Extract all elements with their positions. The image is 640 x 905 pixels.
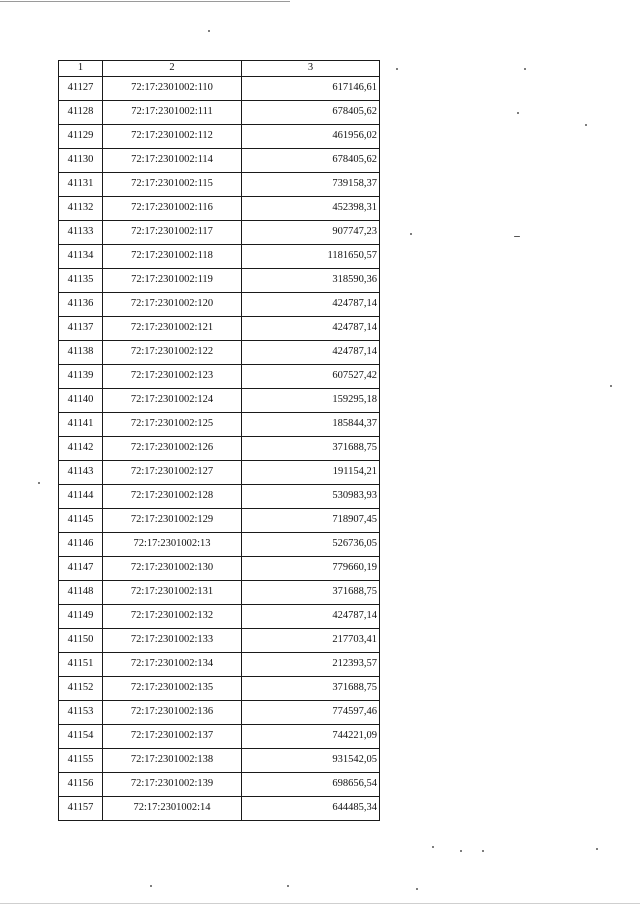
cadastral-value-cell: 371688,75	[242, 677, 380, 701]
cadastral-value-cell: 644485,34	[242, 797, 380, 821]
scan-speck	[410, 233, 412, 235]
cadastral-number-cell: 72:17:2301002:111	[103, 101, 242, 125]
row-number-cell: 41147	[59, 557, 103, 581]
cadastral-value-cell: 931542,05	[242, 749, 380, 773]
cadastral-value-cell: 718907,45	[242, 509, 380, 533]
row-number-cell: 41138	[59, 341, 103, 365]
table-row	[59, 101, 380, 125]
cadastral-number-cell: 72:17:2301002:131	[103, 581, 242, 605]
cadastral-value-cell: 1181650,57	[242, 245, 380, 269]
scan-speck	[396, 68, 398, 70]
scan-speck	[596, 848, 598, 850]
cadastral-number-cell: 72:17:2301002:13	[103, 533, 242, 557]
cadastral-number-cell: 72:17:2301002:124	[103, 389, 242, 413]
cadastral-number-cell: 72:17:2301002:114	[103, 149, 242, 173]
cadastral-number-cell: 72:17:2301002:117	[103, 221, 242, 245]
row-number-cell: 41130	[59, 149, 103, 173]
table-row	[59, 677, 380, 701]
cadastral-value-cell: 907747,23	[242, 221, 380, 245]
scan-speck	[432, 846, 434, 848]
scan-speck	[517, 112, 519, 114]
cadastral-value-cell: 530983,93	[242, 485, 380, 509]
row-number-cell: 41157	[59, 797, 103, 821]
row-number-cell: 41155	[59, 749, 103, 773]
cadastral-number-cell: 72:17:2301002:133	[103, 629, 242, 653]
cadastral-value-cell: 774597,46	[242, 701, 380, 725]
cadastral-number-cell: 72:17:2301002:121	[103, 317, 242, 341]
cadastral-value-cell: 461956,02	[242, 125, 380, 149]
cadastral-number-cell: 72:17:2301002:135	[103, 677, 242, 701]
row-number-cell: 41132	[59, 197, 103, 221]
row-number-cell: 41148	[59, 581, 103, 605]
cadastral-number-cell: 72:17:2301002:126	[103, 437, 242, 461]
cadastral-number-cell: 72:17:2301002:139	[103, 773, 242, 797]
row-number-cell: 41151	[59, 653, 103, 677]
scan-speck	[38, 482, 40, 484]
cadastral-number-cell: 72:17:2301002:119	[103, 269, 242, 293]
scan-speck	[482, 850, 484, 852]
cadastral-value-cell: 424787,14	[242, 341, 380, 365]
scan-edge-line	[0, 903, 640, 904]
table-row	[59, 149, 380, 173]
cadastral-value-cell: 739158,37	[242, 173, 380, 197]
scan-edge-line	[0, 1, 290, 2]
table-row	[59, 173, 380, 197]
table-row	[59, 317, 380, 341]
cadastral-number-cell: 72:17:2301002:116	[103, 197, 242, 221]
cadastral-number-cell: 72:17:2301002:123	[103, 365, 242, 389]
scan-speck	[585, 124, 587, 126]
cadastral-number-cell: 72:17:2301002:122	[103, 341, 242, 365]
cadastral-number-cell: 72:17:2301002:128	[103, 485, 242, 509]
cadastral-value-cell: 779660,19	[242, 557, 380, 581]
cadastral-value-cell: 217703,41	[242, 629, 380, 653]
row-number-cell: 41129	[59, 125, 103, 149]
table-row	[59, 389, 380, 413]
cadastral-value-cell: 526736,05	[242, 533, 380, 557]
row-number-cell: 41135	[59, 269, 103, 293]
cadastral-number-cell: 72:17:2301002:130	[103, 557, 242, 581]
cadastral-number-cell: 72:17:2301002:14	[103, 797, 242, 821]
cadastral-number-cell: 72:17:2301002:129	[103, 509, 242, 533]
cadastral-number-cell: 72:17:2301002:127	[103, 461, 242, 485]
cadastral-number-cell: 72:17:2301002:125	[103, 413, 242, 437]
cadastral-value-cell: 452398,31	[242, 197, 380, 221]
scan-speck	[610, 385, 612, 387]
table-row	[59, 557, 380, 581]
table-row	[59, 437, 380, 461]
row-number-cell: 41128	[59, 101, 103, 125]
scan-speck	[208, 30, 210, 32]
row-number-cell: 41144	[59, 485, 103, 509]
table-row	[59, 485, 380, 509]
row-number-cell: 41136	[59, 293, 103, 317]
cadastral-value-cell: 617146,61	[242, 77, 380, 101]
table-row	[59, 725, 380, 749]
table-row	[59, 77, 380, 101]
table-row	[59, 749, 380, 773]
cadastral-number-cell: 72:17:2301002:136	[103, 701, 242, 725]
table-row	[59, 701, 380, 725]
column-header-1: 1	[59, 61, 103, 77]
cadastral-value-cell: 744221,09	[242, 725, 380, 749]
cadastral-value-table	[58, 60, 380, 821]
row-number-cell: 41139	[59, 365, 103, 389]
cadastral-value-cell: 212393,57	[242, 653, 380, 677]
cadastral-value-cell: 185844,37	[242, 413, 380, 437]
cadastral-number-cell: 72:17:2301002:137	[103, 725, 242, 749]
scan-speck	[287, 885, 289, 887]
scan-speck	[416, 888, 418, 890]
cadastral-number-cell: 72:17:2301002:112	[103, 125, 242, 149]
cadastral-number-cell: 72:17:2301002:134	[103, 653, 242, 677]
table-header-row	[59, 61, 380, 77]
row-number-cell: 41145	[59, 509, 103, 533]
row-number-cell: 41150	[59, 629, 103, 653]
cadastral-value-cell: 698656,54	[242, 773, 380, 797]
table-row	[59, 197, 380, 221]
cadastral-number-cell: 72:17:2301002:118	[103, 245, 242, 269]
cadastral-value-cell: 678405,62	[242, 101, 380, 125]
table-row	[59, 797, 380, 821]
table-row	[59, 461, 380, 485]
table-row	[59, 533, 380, 557]
row-number-cell: 41134	[59, 245, 103, 269]
row-number-cell: 41143	[59, 461, 103, 485]
cadastral-value-cell: 424787,14	[242, 317, 380, 341]
cadastral-value-cell: 159295,18	[242, 389, 380, 413]
cadastral-number-cell: 72:17:2301002:115	[103, 173, 242, 197]
cadastral-value-cell: 607527,42	[242, 365, 380, 389]
table-row	[59, 365, 380, 389]
row-number-cell: 41131	[59, 173, 103, 197]
row-number-cell: 41137	[59, 317, 103, 341]
row-number-cell: 41153	[59, 701, 103, 725]
row-number-cell: 41141	[59, 413, 103, 437]
table-row	[59, 413, 380, 437]
table-row	[59, 653, 380, 677]
scan-speck	[524, 68, 526, 70]
row-number-cell: 41142	[59, 437, 103, 461]
table-row	[59, 221, 380, 245]
row-number-cell: 41127	[59, 77, 103, 101]
row-number-cell: 41154	[59, 725, 103, 749]
table-row	[59, 269, 380, 293]
table-row	[59, 581, 380, 605]
row-number-cell: 41140	[59, 389, 103, 413]
table-row	[59, 605, 380, 629]
table-row	[59, 245, 380, 269]
cadastral-value-cell: 424787,14	[242, 605, 380, 629]
row-number-cell: 41152	[59, 677, 103, 701]
scan-speck	[514, 236, 520, 237]
table-row	[59, 293, 380, 317]
scan-speck	[460, 850, 462, 852]
cadastral-value-cell: 191154,21	[242, 461, 380, 485]
column-header-3: 3	[242, 61, 380, 77]
cadastral-number-cell: 72:17:2301002:132	[103, 605, 242, 629]
scan-speck	[150, 885, 152, 887]
column-header-2: 2	[103, 61, 242, 77]
cadastral-number-cell: 72:17:2301002:120	[103, 293, 242, 317]
table-row	[59, 509, 380, 533]
table-row	[59, 341, 380, 365]
table-row	[59, 629, 380, 653]
cadastral-value-cell: 318590,36	[242, 269, 380, 293]
row-number-cell: 41146	[59, 533, 103, 557]
cadastral-value-cell: 371688,75	[242, 581, 380, 605]
table-body	[59, 77, 380, 821]
cadastral-number-cell: 72:17:2301002:110	[103, 77, 242, 101]
cadastral-number-cell: 72:17:2301002:138	[103, 749, 242, 773]
row-number-cell: 41149	[59, 605, 103, 629]
cadastral-value-cell: 424787,14	[242, 293, 380, 317]
row-number-cell: 41133	[59, 221, 103, 245]
cadastral-value-cell: 678405,62	[242, 149, 380, 173]
row-number-cell: 41156	[59, 773, 103, 797]
cadastral-value-cell: 371688,75	[242, 437, 380, 461]
table-row	[59, 125, 380, 149]
table-row	[59, 773, 380, 797]
